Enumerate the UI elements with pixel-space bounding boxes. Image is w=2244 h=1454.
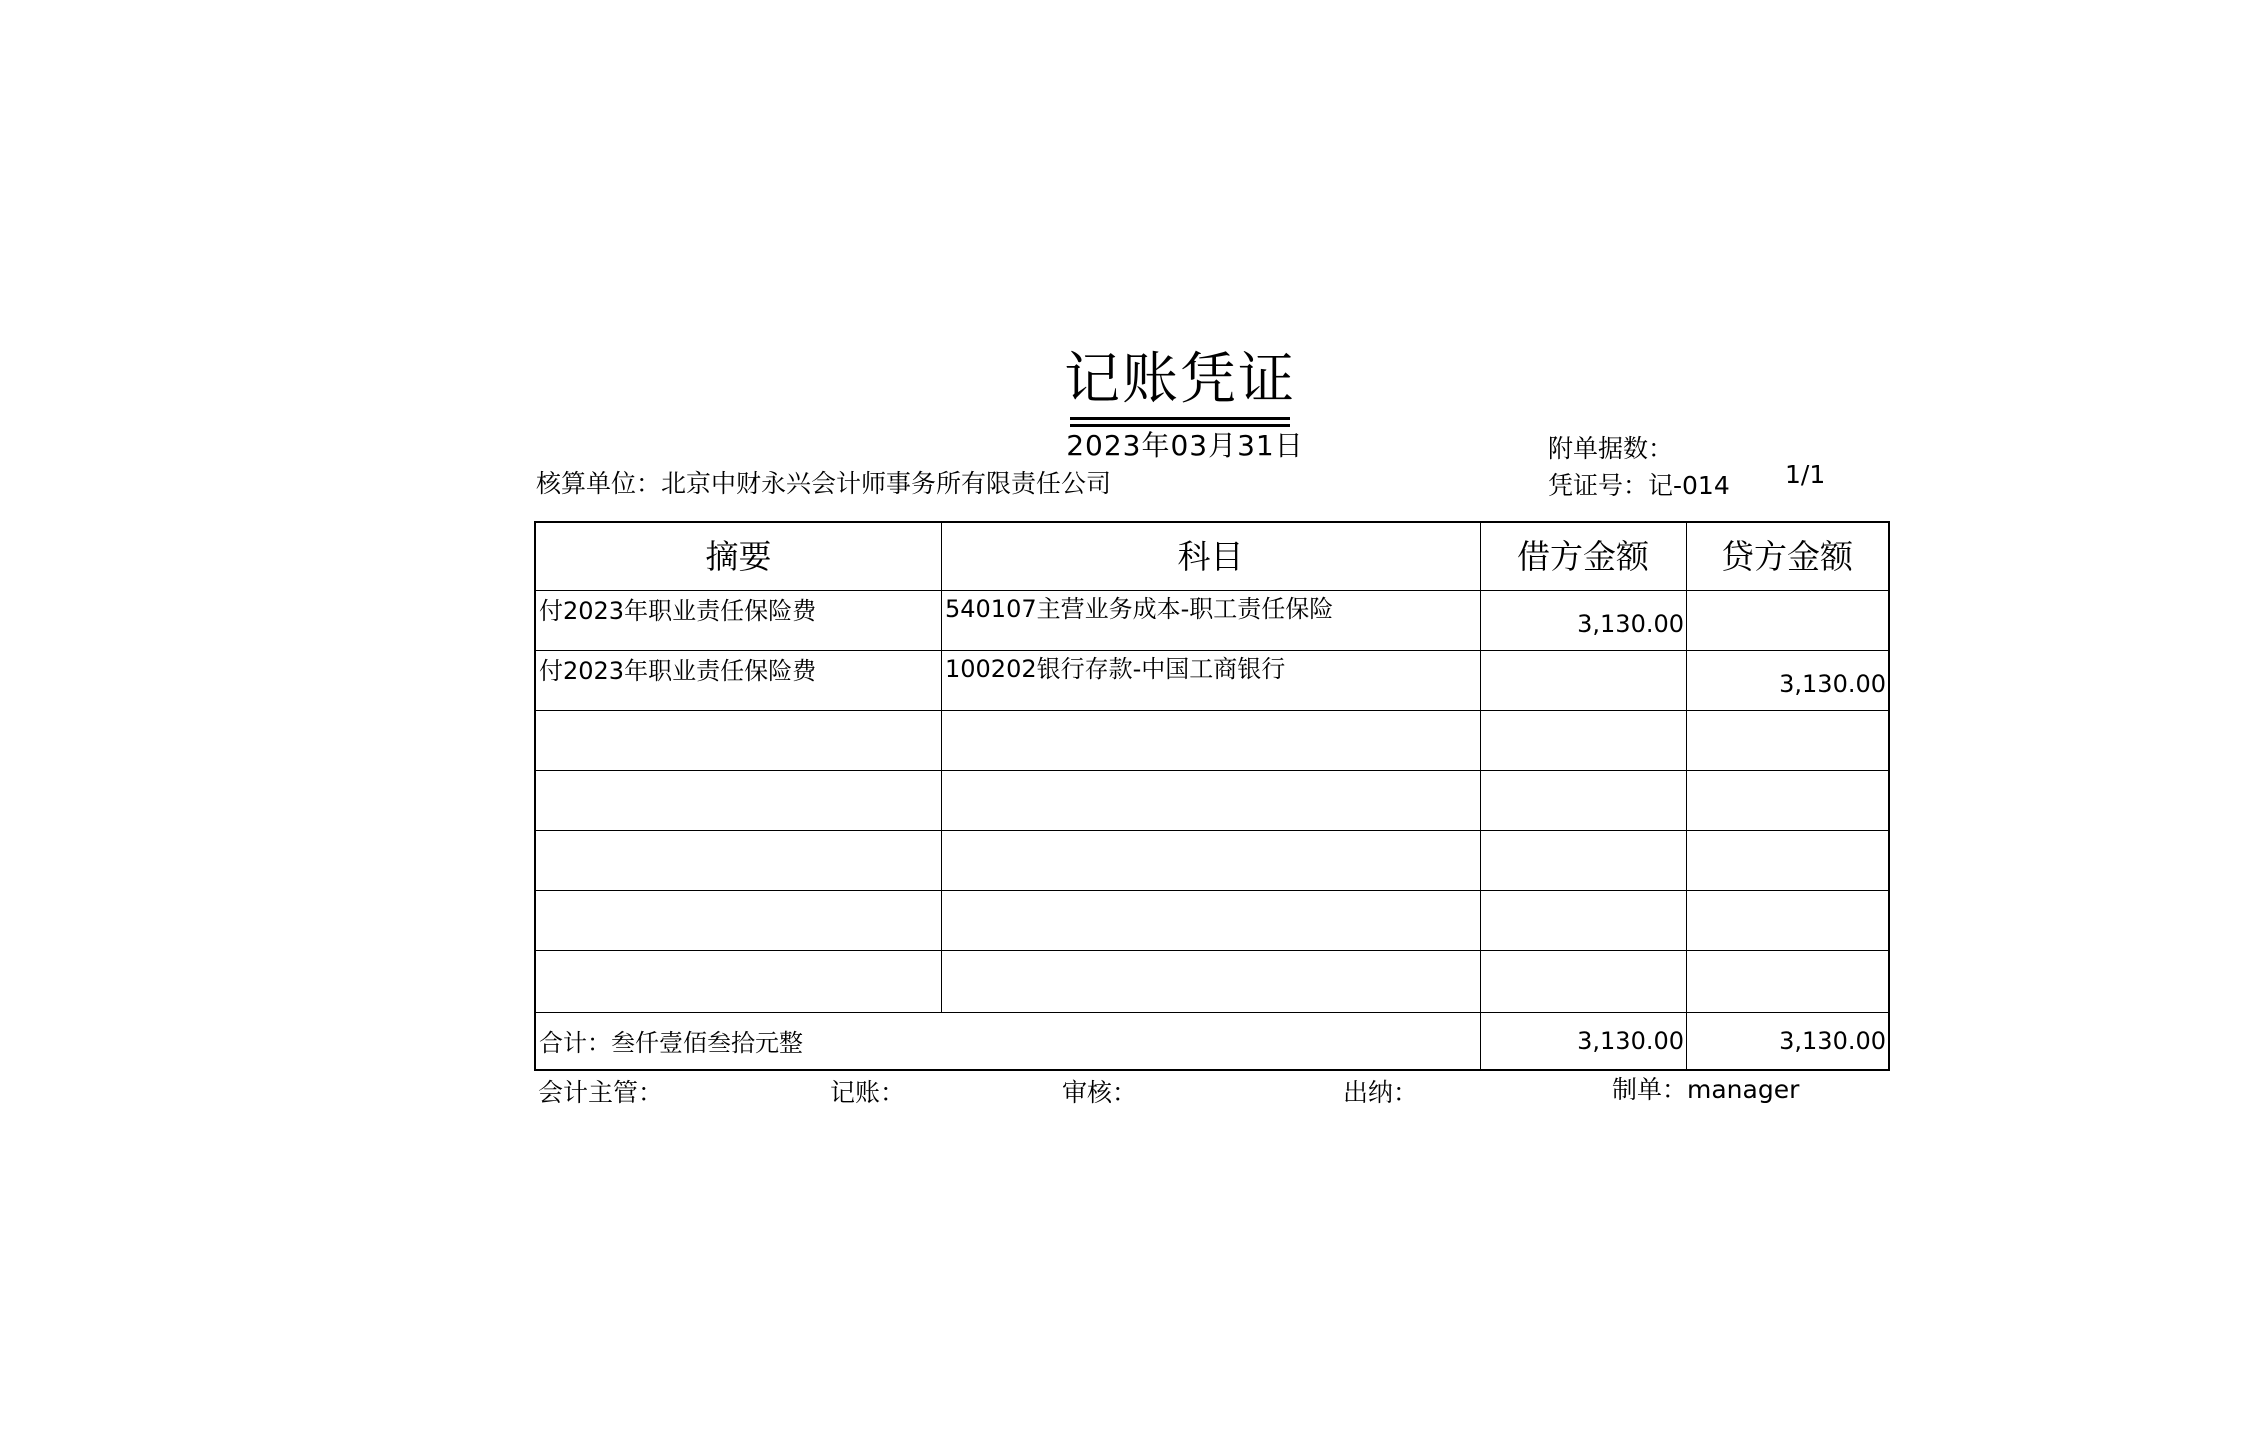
row-summary: 付2023年职业责任保险费 [539, 657, 817, 685]
signature-reviewer: 审核： [1062, 1078, 1138, 1107]
voucher-title: 记账凭证 [1064, 347, 1296, 412]
row-divider [536, 770, 1888, 771]
row-account: 540107主营业务成本-职工责任保险 [945, 595, 1334, 623]
page-number: 1/1 [1785, 460, 1826, 489]
col-divider [941, 523, 942, 1013]
row-divider [536, 710, 1888, 711]
total-debit: 3,130.00 [1577, 1027, 1684, 1055]
col-divider [1480, 523, 1481, 1071]
header-credit: 贷方金额 [1721, 537, 1853, 576]
row-divider [536, 1012, 1888, 1013]
signature-cashier: 出纳： [1343, 1078, 1419, 1107]
accounting-unit: 核算单位：北京中财永兴会计师事务所有限责任公司 [536, 469, 1112, 498]
row-account: 100202银行存款-中国工商银行 [945, 655, 1286, 683]
col-divider [1686, 523, 1687, 1071]
row-divider [536, 650, 1888, 651]
total-label: 合计：叁仟壹佰叁拾元整 [539, 1029, 803, 1057]
title-underline-top [1070, 417, 1290, 420]
signature-preparer: 制单：manager [1612, 1075, 1800, 1104]
header-summary: 摘要 [705, 537, 772, 576]
total-credit: 3,130.00 [1779, 1027, 1886, 1055]
header-account: 科目 [1177, 537, 1244, 576]
row-divider [536, 950, 1888, 951]
signature-bookkeeper: 记账： [830, 1078, 906, 1107]
row-divider [536, 590, 1888, 591]
title-underline-bottom [1070, 424, 1290, 427]
row-credit: 3,130.00 [1779, 670, 1886, 698]
row-divider [536, 890, 1888, 891]
header-debit: 借方金额 [1517, 537, 1649, 576]
row-summary: 付2023年职业责任保险费 [539, 597, 817, 625]
voucher-table [534, 521, 1890, 1071]
voucher-title-block [1030, 345, 1330, 425]
voucher-number: 凭证号：记-014 [1548, 471, 1730, 500]
signature-supervisor: 会计主管： [538, 1078, 664, 1107]
attachments-count-label: 附单据数： [1548, 434, 1674, 463]
row-debit: 3,130.00 [1577, 610, 1684, 638]
row-divider [536, 830, 1888, 831]
voucher-date: 2023年03月31日 [1066, 429, 1304, 462]
